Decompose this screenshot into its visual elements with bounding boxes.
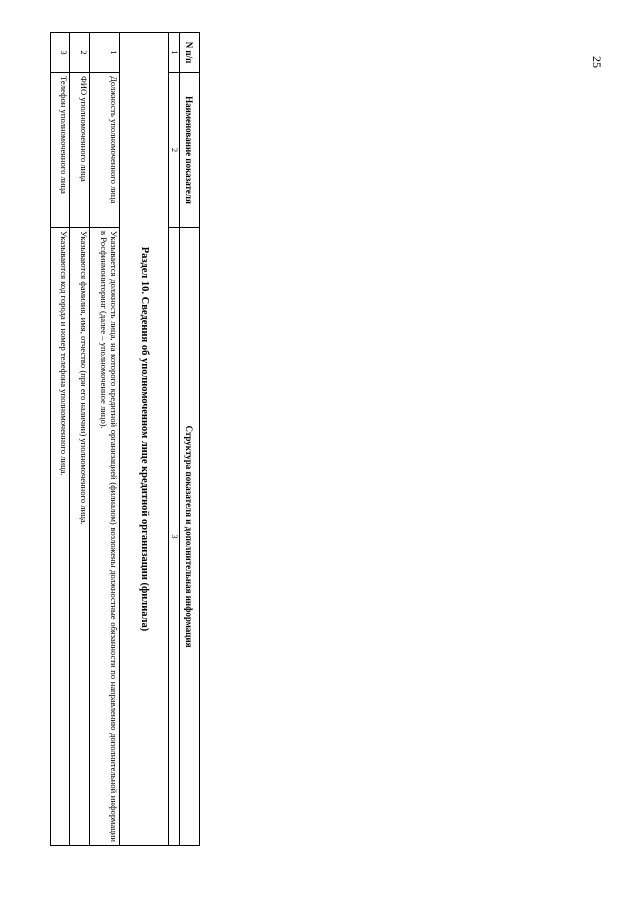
indicator-table: [50, 32, 200, 846]
column-index-2: 2: [168, 73, 179, 228]
section-title: Раздел 10. Сведения об уполномоченном лице кредитной организации (филиала): [119, 33, 168, 846]
table-row: [70, 33, 89, 846]
table-header-row: [179, 33, 199, 846]
row-indicator-name: Телефон уполномоченного лица: [51, 73, 70, 228]
table-row: [89, 33, 119, 846]
row-description: Указываются фамилия, имя, отчество (при его наличии) уполномоченного лица.: [70, 228, 89, 846]
header-number: N п/п: [179, 33, 199, 73]
section-row: [119, 33, 168, 846]
row-number: 2: [70, 33, 89, 73]
column-index-1: 1: [168, 33, 179, 73]
column-index-row: [168, 33, 179, 846]
column-index-3: 3: [168, 228, 179, 846]
row-indicator-name: ФИО уполномоченного лица: [70, 73, 89, 228]
row-description: Указываются код города и номер телефона уполномоченного лица.: [51, 228, 70, 846]
page-number: 25: [590, 56, 604, 68]
row-indicator-name: Должность уполномоченного лица: [89, 73, 119, 228]
row-number: 1: [89, 33, 119, 73]
header-indicator-name: Наименование показателя: [179, 73, 199, 228]
row-number: 3: [51, 33, 70, 73]
table-wrapper: [50, 32, 200, 845]
rotated-table-area: [50, 32, 200, 845]
row-description: Указывается должность лица, на которого кредитной организацией (филиалом) возложены должностные обязанности по направлению дополнительной информации в Росфинмониторинг (далее – уполномоченное лицо).: [89, 228, 119, 846]
header-structure: Структура показателя и дополнительная информация: [179, 228, 199, 846]
table-row: [51, 33, 70, 846]
